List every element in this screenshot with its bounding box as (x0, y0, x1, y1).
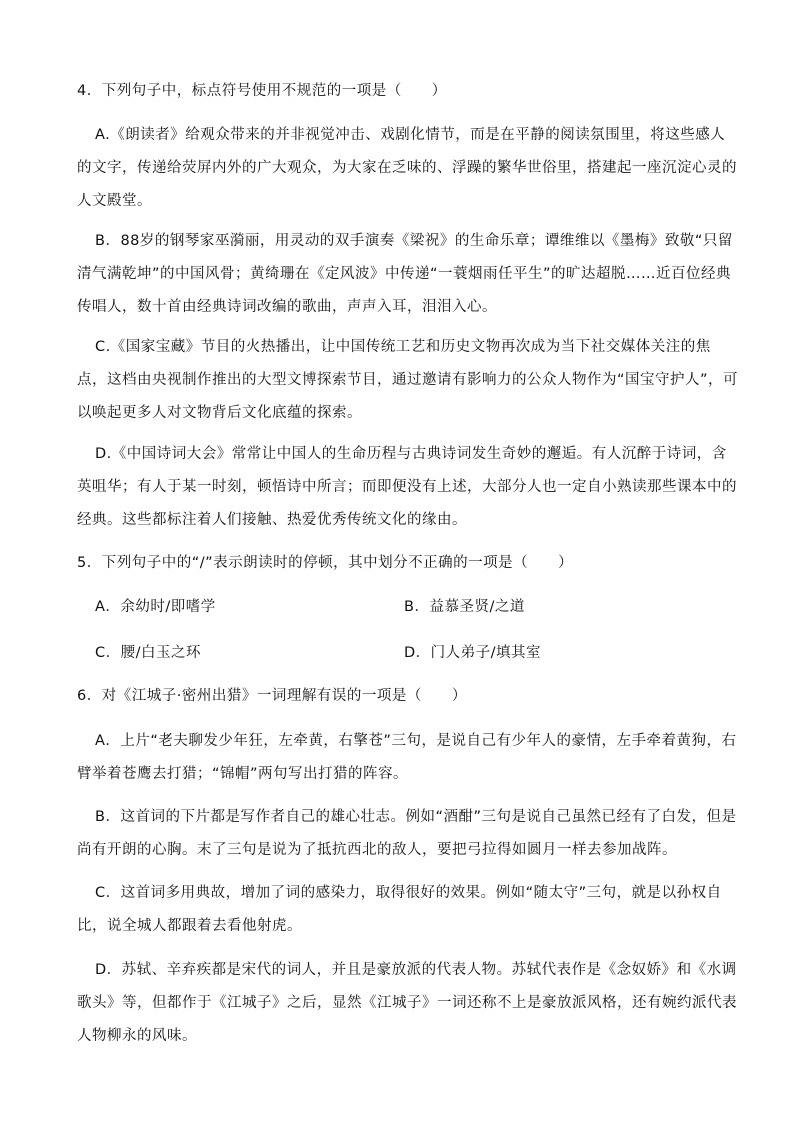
question-4-option-a: A.《朗读者》给观众带来的并非视觉冲击、戏剧化情节，而是在平静的阅读氛围里，将这些感人的文字，传递给荧屏内外的广大观众，为大家在乏味的、浮躁的繁华世俗里，搭建起一座沉淀心灵的人文殿堂。 (77, 127, 737, 209)
question-4-option-b: B．88岁的钢琴家巫漪丽，用灵动的双手演奏《梁祝》的生命乐章；谭维维以《墨梅》致敬“只留清气满乾坤”的中国风骨；黄绮珊在《定风波》中传递“一蓑烟雨任平生”的旷达超脱……近百位经典传唱人，数十首由经典诗词改编的歌曲，声声入耳，泪泪入心。 (77, 233, 733, 315)
question-5-option-d: D．门人弟子/填其室 (404, 645, 542, 661)
question-4-option-c: C.《国家宝藏》节目的火热播出，让中国传统工艺和历史文物再次成为当下社交媒体关注的焦点，这档由央视制作推出的大型文博探索节目，通过邀请有影响力的公众人物作为“国宝守护人”，可以唤起更多人对文物背后文化底蕴的探索。 (77, 339, 739, 421)
question-5-option-a: A．余幼时/即嗜学 (95, 599, 216, 615)
question-5-option-c: C．腰/白玉之环 (95, 645, 202, 661)
question-6-option-c: C．这首词多用典故，增加了词的感染力，取得很好的效果。例如“随太守”三句，就是以孙权自比，说全城人都跟着去看他射虎。 (77, 885, 722, 934)
question-4-stem: 4．下列句子中，标点符号使用不规范的一项是（ ） (77, 83, 447, 99)
question-5-option-b: B．益慕圣贤/之道 (404, 599, 525, 615)
question-5-stem: 5．下列句子中的“/”表示朗读时的停顿，其中划分不正确的一项是（ ） (77, 555, 574, 571)
question-6-option-a: A．上片“老夫聊发少年狂，左牵黄，右擎苍”三句，是说自己有少年人的豪情，左手牵着黄狗，右臂举着苍鹰去打猎；“锦帽”两句写出打猎的阵容。 (77, 733, 737, 782)
question-4-option-d: D.《中国诗词大会》常常让中国人的生命历程与古典诗词发生奇妙的邂逅。有人沉醉于诗词，含英咀华；有人于某一时刻，顿悟诗中所言；而即便没有上述，大部分人也一定自小熟读那些课本中的经典。这些都标注着人们接触、热爱优秀传统文化的缘由。 (77, 446, 737, 528)
question-6-stem: 6．对《江城子·密州出猎》一词理解有误的一项是（ ） (77, 688, 467, 704)
question-6-option-b: B．这首词的下片都是写作者自己的雄心壮志。例如“酒酣”三句是说自己虽然已经有了白发，但是尚有开朗的心胸。末了三句是说为了抵抗西北的敌人，要把弓拉得如圆月一样去参加战阵。 (77, 809, 737, 858)
question-6-option-d: D．苏轼、辛弃疾都是宋代的词人，并且是豪放派的代表人物。苏轼代表作是《念奴娇》和《水调歌头》等，但都作于《江城子》之后，显然《江城子》一词还称不上是豪放派风格，还有婉约派代表人物柳永的风味。 (77, 962, 737, 1044)
